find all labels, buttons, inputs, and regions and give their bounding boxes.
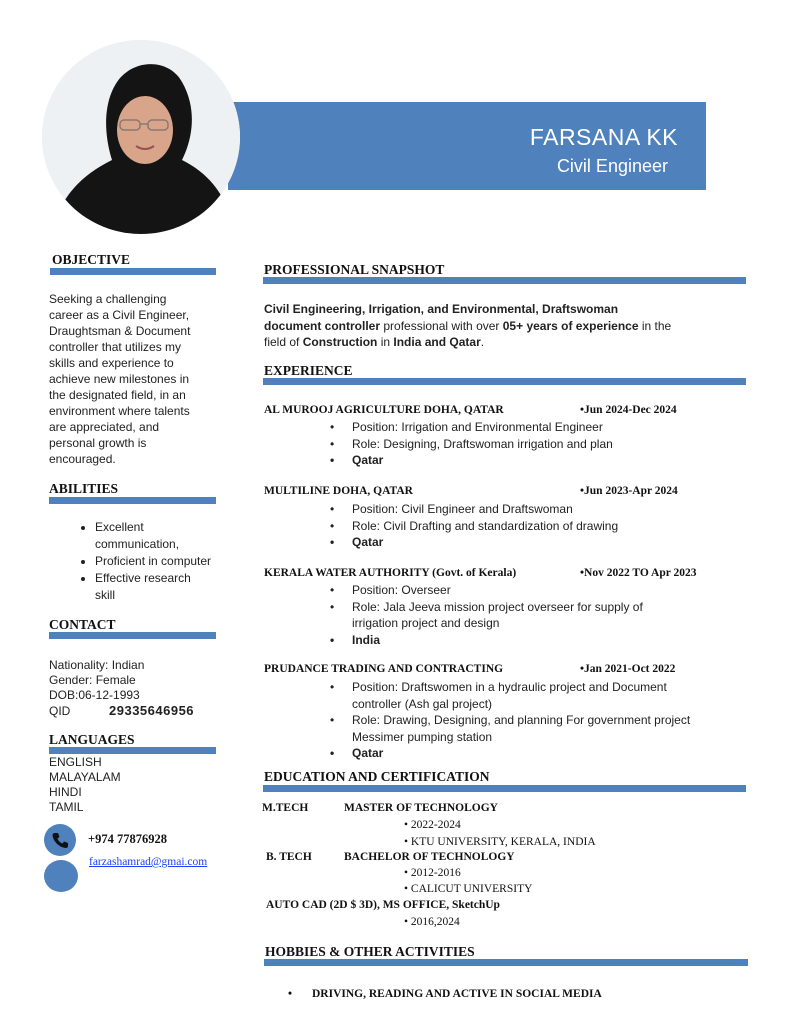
qid-label: QID: [49, 704, 71, 718]
hobby-item: • DRIVING, READING AND ACTIVE IN SOCIAL MEDIA: [288, 988, 602, 1000]
btech-years: • 2012-2016: [404, 867, 461, 879]
nationality: Nationality: Indian: [49, 658, 145, 672]
abilities-heading: ABILITIES: [49, 481, 119, 496]
mtech-university: • KTU UNIVERSITY, KERALA, INDIA: [404, 836, 596, 848]
job-details: • Position: Draftswomen in a hydraulic project and Document controller (Ash gal project) • Role: Drawing, Designing, and planning For government project Messimer pumping station • Qatar: [264, 679, 764, 762]
certification: AUTO CAD (2D $ 3D), MS OFFICE, SketchUp: [266, 899, 500, 911]
job-date: •Nov 2022 TO Apr 2023: [580, 567, 697, 579]
candidate-title: Civil Engineer: [556, 156, 668, 176]
language-item: HINDI: [49, 785, 82, 799]
job-details: • Position: Civil Engineer and Draftswoman • Role: Civil Drafting and standardization of drawing • Qatar: [264, 501, 754, 551]
experience-heading: EXPERIENCE: [264, 363, 353, 378]
language-item: MALAYALAM: [49, 770, 121, 784]
contact-divider: [49, 632, 216, 639]
snapshot-divider: [263, 277, 746, 284]
ability-item: • Effective research skill: [95, 570, 210, 604]
btech-code: B. TECH: [266, 851, 312, 863]
languages-divider: [49, 747, 216, 754]
profile-photo: [42, 40, 240, 234]
email-link[interactable]: farzashamrad@gmai.com: [89, 856, 208, 868]
job-details: • Position: Irrigation and Environmental Engineer • Role: Designing, Draftswoman irrigation and plan • Qatar: [264, 419, 754, 469]
snapshot-text: Civil Engineering, Irrigation, and Environmental, Draftswoman document controller professional with over 05+ years of experience in the field of Construction in India and Qatar.: [264, 302, 672, 349]
job-company: PRUDANCE TRADING AND CONTRACTING: [264, 663, 504, 675]
snapshot-heading: PROFESSIONAL SNAPSHOT: [264, 262, 445, 277]
profile-photo-illustration: [42, 40, 240, 234]
abilities-divider: [49, 497, 216, 504]
job-date: •Jun 2024-Dec 2024: [580, 404, 677, 416]
ability-item: • Excellent communication,: [95, 519, 191, 553]
ability-item: • Proficient in computer: [95, 553, 239, 570]
btech-name: BACHELOR OF TECHNOLOGY: [344, 851, 515, 863]
gender: Gender: Female: [49, 673, 136, 687]
hobbies-heading: HOBBIES & OTHER ACTIVITIES: [265, 944, 475, 959]
email-icon: [44, 860, 78, 892]
job-company: KERALA WATER AUTHORITY (Govt. of Kerala): [264, 567, 517, 579]
objective-text: Seeking a challenging career as a Civil Engineer, Draughtsman & Document controller that utilizes my skills and experience to achieve new milestones in the designated field, in an environment where talents are appreciated, and personal growth is encouraged.: [49, 292, 191, 466]
experience-divider: [263, 378, 746, 385]
contact-heading: CONTACT: [49, 617, 116, 632]
objective-heading: OBJECTIVE: [52, 252, 131, 267]
job-company: MULTILINE DOHA, QATAR: [264, 485, 413, 497]
certification-years: • 2016,2024: [404, 916, 460, 928]
mtech-name: MASTER OF TECHNOLOGY: [344, 802, 498, 814]
languages-list: [49, 755, 121, 815]
header-banner: [228, 102, 706, 190]
language-item: ENGLISH: [49, 755, 102, 769]
qid-row: [49, 703, 239, 719]
contact-details: [49, 658, 239, 719]
abilities-list: [49, 519, 239, 604]
job-company: AL MUROOJ AGRICULTURE DOHA, QATAR: [264, 404, 504, 416]
phone-icon: [44, 824, 76, 856]
hobbies-divider: [264, 959, 748, 966]
education-divider: [263, 785, 746, 792]
language-item: TAMIL: [49, 800, 84, 814]
phone-number: +974 77876928: [88, 832, 167, 846]
languages-heading: LANGUAGES: [49, 732, 135, 747]
mtech-code: M.TECH: [262, 802, 309, 814]
candidate-name: FARSANA KK: [529, 124, 678, 150]
job-date: •Jun 2023-Apr 2024: [580, 485, 678, 497]
education-heading: EDUCATION AND CERTIFICATION: [264, 769, 490, 784]
objective-divider: [50, 268, 216, 275]
btech-university: • CALICUT UNIVERSITY: [404, 883, 533, 895]
mtech-years: • 2022-2024: [404, 819, 461, 831]
dob: DOB:06-12-1993: [49, 688, 140, 702]
job-details: • Position: Overseer • Role: Jala Jeeva mission project overseer for supply of irrigation project and design • India: [264, 582, 754, 648]
job-date: •Jan 2021-Oct 2022: [580, 663, 676, 675]
qid-value: 29335646956: [109, 703, 195, 718]
